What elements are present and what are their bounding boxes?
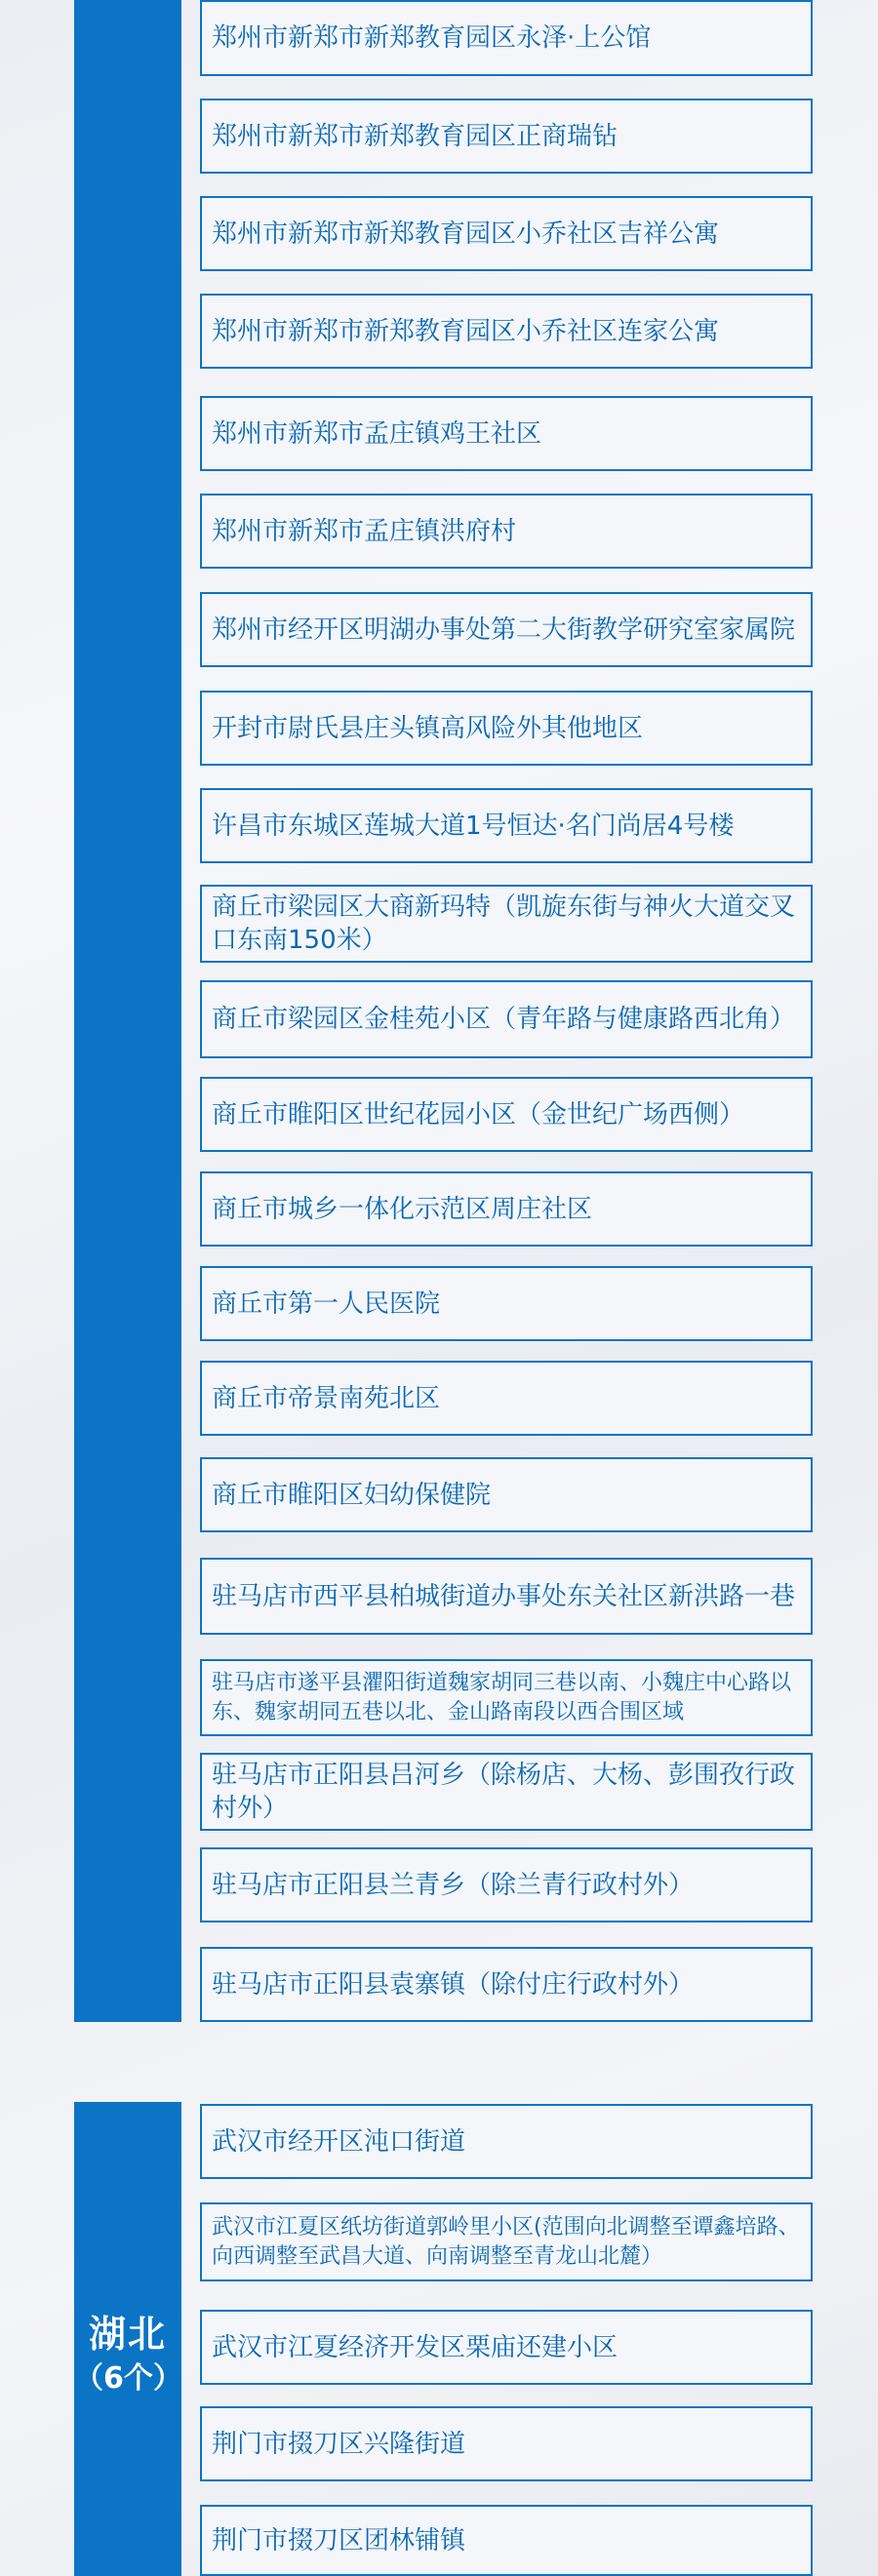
list-item xyxy=(200,1947,813,2022)
list-item xyxy=(200,1077,813,1152)
list-item xyxy=(200,788,813,863)
list-item xyxy=(200,1659,813,1736)
list-item xyxy=(200,885,813,963)
list-item-text: 郑州市新郑市新郑教育园区小乔社区吉祥公寓 xyxy=(212,218,720,249)
list-item-text: 郑州市新郑市新郑教育园区小乔社区连家公寓 xyxy=(212,316,720,346)
list-item xyxy=(200,1457,813,1532)
list-item-text: 郑州市新郑市新郑教育园区正商瑞钻 xyxy=(212,121,619,151)
list-item-text: 开封市尉氏县庄头镇高风险外其他地区 xyxy=(212,713,644,743)
list-item-text: 商丘市帝景南苑北区 xyxy=(212,1383,441,1413)
list-item xyxy=(200,2310,813,2385)
list-item xyxy=(200,2104,813,2179)
province-label-hubei xyxy=(74,2311,181,2400)
list-item xyxy=(200,1847,813,1922)
list-item-text: 许昌市东城区莲城大道1号恒达·名门尚居4号楼 xyxy=(212,811,735,841)
list-item xyxy=(200,294,813,369)
list-item xyxy=(200,2202,813,2281)
province-band-henan xyxy=(74,0,181,2022)
list-item-text: 商丘市梁园区金桂苑小区（青年路与健康路西北角） xyxy=(212,1005,796,1034)
list-item xyxy=(200,1558,813,1635)
list-item-text: 商丘市睢阳区妇幼保健院 xyxy=(212,1480,492,1510)
list-item-text: 荆门市掇刀区兴隆街道 xyxy=(212,2429,466,2459)
list-item-text: 驻马店市遂平县灈阳街道魏家胡同三巷以南、小魏庄中心路以东、魏家胡同五巷以北、金山路南段以西合围区域 xyxy=(212,1670,792,1724)
list-item-text: 商丘市睢阳区世纪花园小区（金世纪广场西侧） xyxy=(212,1099,745,1129)
list-item xyxy=(200,196,813,271)
province-name: 湖北 xyxy=(88,2313,167,2356)
list-item xyxy=(200,980,813,1058)
list-item-text: 商丘市梁园区大商新玛特（凯旋东街与神火大道交叉口东南150米） xyxy=(212,892,796,955)
list-item xyxy=(200,592,813,667)
list-item-text: 郑州市新郑市新郑教育园区永泽·上公馆 xyxy=(212,23,652,53)
list-item-text: 郑州市经开区明湖办事处第二大街教学研究室家属院 xyxy=(212,614,796,645)
province-count: （6个） xyxy=(74,2361,182,2396)
list-item-text: 驻马店市西平县柏城街道办事处东关社区新洪路一巷 xyxy=(212,1581,796,1611)
list-item xyxy=(200,396,813,471)
list-item-text: 郑州市新郑市孟庄镇鸡王社区 xyxy=(212,418,542,449)
list-item xyxy=(200,99,813,174)
list-item-text: 郑州市新郑市孟庄镇洪府村 xyxy=(212,516,517,546)
list-item xyxy=(200,1266,813,1341)
list-item-text: 驻马店市正阳县袁寨镇（除付庄行政村外） xyxy=(212,1969,695,2000)
list-item xyxy=(200,691,813,766)
list-item xyxy=(200,1361,813,1436)
list-item-text: 商丘市城乡一体化示范区周庄社区 xyxy=(212,1194,593,1224)
list-item xyxy=(200,0,813,76)
list-item xyxy=(200,2505,813,2576)
list-item-text: 荆门市掇刀区团林铺镇 xyxy=(212,2525,466,2556)
list-item-text: 商丘市第一人民医院 xyxy=(212,1288,441,1319)
list-item-text: 驻马店市正阳县兰青乡（除兰青行政村外） xyxy=(212,1870,695,1900)
list-item xyxy=(200,1171,813,1247)
province-band-hubei xyxy=(74,2102,181,2576)
list-item xyxy=(200,2406,813,2481)
list-item xyxy=(200,1753,813,1831)
list-item-text: 武汉市江夏经济开发区栗庙还建小区 xyxy=(212,2332,619,2362)
list-item-text: 武汉市经开区沌口街道 xyxy=(212,2126,466,2157)
list-item-text: 驻马店市正阳县吕河乡（除杨店、大杨、彭围孜行政村外） xyxy=(212,1761,796,1823)
list-item xyxy=(200,494,813,569)
list-item-text: 武汉市江夏区纸坊街道郭岭里小区(范围向北调整至谭鑫培路、向西调整至武昌大道、向南调整至青龙山北麓） xyxy=(212,2214,800,2269)
